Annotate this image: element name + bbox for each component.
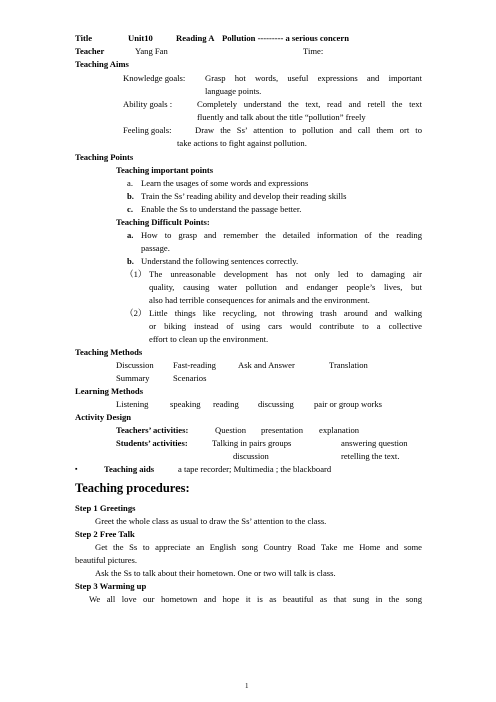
step-heading: Step 3 Warming up xyxy=(75,581,147,591)
step-text: Get the Ss to appreciate an English song Country Road Take me Home and some xyxy=(95,542,422,552)
sentence-marker: （2） xyxy=(125,308,147,318)
teacher-activity: presentation xyxy=(261,425,303,435)
difficult-points-heading: Teaching Difficult Points: xyxy=(116,217,210,227)
student-activity: discussion xyxy=(233,451,269,461)
method-item: Ask and Answer xyxy=(238,360,295,370)
aims-heading: Teaching Aims xyxy=(75,59,129,69)
student-activity: retelling the text. xyxy=(341,451,400,461)
learning-item: discussing xyxy=(258,399,294,409)
important-points-heading: Teaching important points xyxy=(116,165,214,175)
activity-heading: Activity Design xyxy=(75,412,132,422)
time-label: Time: xyxy=(303,46,324,56)
methods-heading: Teaching Methods xyxy=(75,347,143,357)
sentence-text: also had terrible consequences for animals and the environment. xyxy=(149,295,370,305)
sentence-text: or biking instead of using cars would contribute to a collective xyxy=(149,321,422,331)
difficult-marker: b. xyxy=(127,256,134,266)
step-text: We all love our hometown and hope it is as beautiful as that sung in the song xyxy=(89,594,422,604)
aids-text: a tape recorder; Multimedia ; the blackboard xyxy=(178,464,332,474)
knowledge-label: Knowledge goals: xyxy=(123,73,186,83)
knowledge-text: Grasp hot words, useful expressions and important xyxy=(205,73,422,83)
important-marker: a. xyxy=(127,178,133,188)
difficult-point: How to grasp and remember the detailed information of the reading xyxy=(141,230,422,240)
bullet-icon: ▪ xyxy=(75,465,78,473)
learning-item: reading xyxy=(213,399,239,409)
title-label: Title xyxy=(75,33,93,43)
method-item: Summary xyxy=(116,373,150,383)
knowledge-text-cont: language points. xyxy=(205,86,262,96)
reading-label: Reading A xyxy=(176,33,215,43)
learning-item: pair or group works xyxy=(314,399,383,409)
step-heading: Step 2 Free Talk xyxy=(75,529,135,539)
important-point: Train the Ss’ reading ability and develop their reading skills xyxy=(141,191,347,201)
teacher-label: Teacher xyxy=(75,46,105,56)
procedures-heading: Teaching procedures: xyxy=(75,481,190,495)
sentence-text: effort to clean up the environment. xyxy=(149,334,269,344)
student-activity: Talking in pairs groups xyxy=(212,438,292,448)
ability-label: Ability goals : xyxy=(123,99,173,109)
feeling-label: Feeling goals: xyxy=(123,125,172,135)
learning-item: Listening xyxy=(116,399,149,409)
teacher-activity: Question xyxy=(215,425,247,435)
step-text-cont: beautiful pictures. xyxy=(75,555,138,565)
teacher-activity: explanation xyxy=(319,425,360,435)
ability-text: Completely understand the text, read and retell the text xyxy=(197,99,422,109)
sentence-text: quality, causing water pollution and endanger people’s lives, but xyxy=(149,282,422,292)
important-marker: c. xyxy=(127,204,133,214)
student-activities-label: Students’ activities: xyxy=(116,438,188,448)
ability-text-cont: fluently and talk about the title “pollution” freely xyxy=(197,112,366,122)
method-item: Fast-reading xyxy=(173,360,216,370)
step-text: Greet the whole class as usual to draw the Ss’ attention to the class. xyxy=(95,516,327,526)
teacher-activities-label: Teachers’ activities: xyxy=(116,425,189,435)
aids-label: Teaching aids xyxy=(104,464,155,474)
student-activity: answering question xyxy=(341,438,408,448)
lesson-topic: Pollution --------- a serious concern xyxy=(222,33,349,43)
page-number: 1 xyxy=(245,682,249,690)
feeling-text: Draw the Ss’ attention to pollution and call them ort to xyxy=(195,125,422,135)
difficult-point: Understand the following sentences correctly. xyxy=(141,256,299,266)
difficult-point-cont: passage. xyxy=(141,243,170,253)
step-heading: Step 1 Greetings xyxy=(75,503,136,513)
method-item: Scenarios xyxy=(173,373,207,383)
method-item: Discussion xyxy=(116,360,154,370)
step-text: Ask the Ss to talk about their hometown. One or two will talk is class. xyxy=(95,568,336,578)
learning-heading: Learning Methods xyxy=(75,386,144,396)
important-point: Learn the usages of some words and expressions xyxy=(141,178,309,188)
points-heading: Teaching Points xyxy=(75,152,134,162)
method-item: Translation xyxy=(329,360,368,370)
sentence-text: The unreasonable development has not only led to damaging air xyxy=(149,269,422,279)
important-point: Enable the Ss to understand the passage better. xyxy=(141,204,302,214)
sentence-text: Little things like recycling, not throwing trash around and walking xyxy=(149,308,422,318)
unit-label: Unit10 xyxy=(128,33,153,43)
sentence-marker: （1） xyxy=(125,269,147,279)
learning-item: speaking xyxy=(170,399,201,409)
teacher-name: Yang Fan xyxy=(135,46,168,56)
important-marker: b. xyxy=(127,191,134,201)
difficult-marker: a. xyxy=(127,230,134,240)
feeling-text-cont: take actions to fight against pollution. xyxy=(177,138,307,148)
